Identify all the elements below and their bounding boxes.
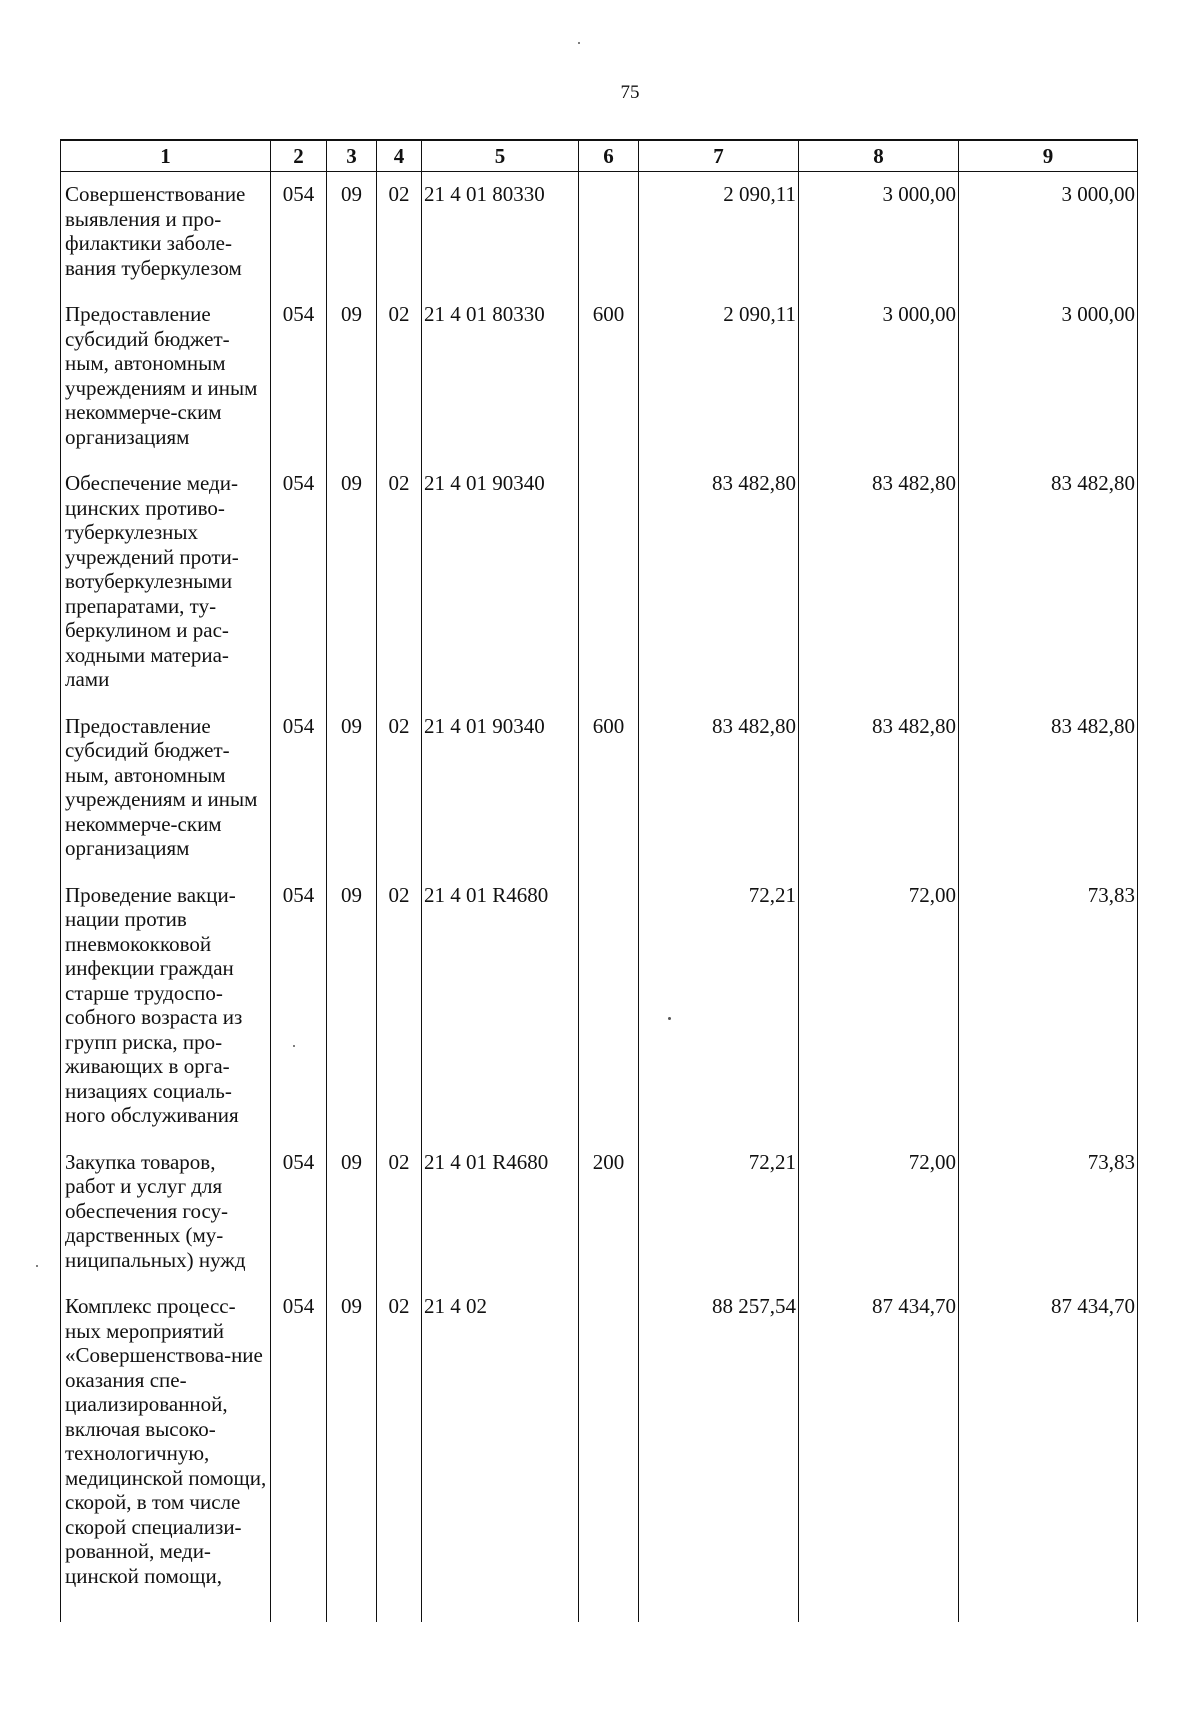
amount-col-7: 83 482,80 <box>639 714 799 883</box>
amount-col-8: 3 000,00 <box>799 302 959 471</box>
expense-type-code <box>579 883 639 1150</box>
section-code: 09 <box>327 883 377 1150</box>
section-code: 09 <box>327 471 377 714</box>
target-article-code: 21 4 01 R4680 <box>422 883 579 1150</box>
expense-type-code: 600 <box>579 302 639 471</box>
header-row <box>61 140 1138 172</box>
amount-col-8: 3 000,00 <box>799 172 959 303</box>
section-code: 09 <box>327 302 377 471</box>
admin-code: 054 <box>271 471 327 714</box>
amount-col-9: 87 434,70 <box>959 1294 1138 1622</box>
header-col-3: 3 <box>327 140 377 172</box>
target-article-code: 21 4 01 R4680 <box>422 1150 579 1295</box>
amount-col-9: 83 482,80 <box>959 714 1138 883</box>
admin-code: 054 <box>271 883 327 1150</box>
page-number: 75 <box>620 82 640 103</box>
target-article-code: 21 4 01 90340 <box>422 471 579 714</box>
target-article-code: 21 4 02 <box>422 1294 579 1622</box>
header-col-1: 1 <box>61 140 271 172</box>
target-article-code: 21 4 01 80330 <box>422 172 579 303</box>
section-code: 09 <box>327 714 377 883</box>
amount-col-8: 83 482,80 <box>799 714 959 883</box>
amount-col-9: 73,83 <box>959 1150 1138 1295</box>
table-row <box>61 883 1138 1150</box>
subsection-code: 02 <box>377 302 422 471</box>
header-col-5: 5 <box>422 140 579 172</box>
target-article-code: 21 4 01 80330 <box>422 302 579 471</box>
table-row <box>61 172 1138 303</box>
amount-col-7: 2 090,11 <box>639 172 799 303</box>
table-row <box>61 714 1138 883</box>
budget-table <box>60 139 1138 1622</box>
header-col-6: 6 <box>579 140 639 172</box>
row-name: Проведение вакци-нации против пневмококковой инфекции граждан старше трудоспо-собного возраста из групп риска, про-живающих в орга-низациях социаль-ного обслуживания <box>61 883 271 1150</box>
amount-col-8: 83 482,80 <box>799 471 959 714</box>
amount-col-7: 72,21 <box>639 1150 799 1295</box>
scan-speck <box>36 1265 38 1267</box>
admin-code: 054 <box>271 1150 327 1295</box>
table-row <box>61 302 1138 471</box>
header-col-2: 2 <box>271 140 327 172</box>
admin-code: 054 <box>271 714 327 883</box>
expense-type-code <box>579 172 639 303</box>
subsection-code: 02 <box>377 714 422 883</box>
table-row <box>61 1150 1138 1295</box>
amount-col-9: 3 000,00 <box>959 172 1138 303</box>
subsection-code: 02 <box>377 883 422 1150</box>
admin-code: 054 <box>271 302 327 471</box>
subsection-code: 02 <box>377 1294 422 1622</box>
amount-col-7: 88 257,54 <box>639 1294 799 1622</box>
table-row <box>61 471 1138 714</box>
amount-col-8: 87 434,70 <box>799 1294 959 1622</box>
amount-col-7: 2 090,11 <box>639 302 799 471</box>
row-name: Комплекс процесс-ных мероприятий «Совершенствова-ние оказания спе-циализированной, включая высоко-технологичную, медицинской помощи, скорой, в том числе скорой специализи-рованной, меди-цинской помощи, <box>61 1294 271 1622</box>
amount-col-9: 73,83 <box>959 883 1138 1150</box>
table-row <box>61 1294 1138 1622</box>
amount-col-8: 72,00 <box>799 1150 959 1295</box>
scan-speck <box>293 1045 295 1047</box>
header-col-8: 8 <box>799 140 959 172</box>
scan-speck <box>578 42 580 44</box>
header-col-9: 9 <box>959 140 1138 172</box>
expense-type-code <box>579 1294 639 1622</box>
row-name: Совершенствование выявления и про-филактики заболе-вания туберкулезом <box>61 172 271 303</box>
section-code: 09 <box>327 1150 377 1295</box>
header-col-7: 7 <box>639 140 799 172</box>
subsection-code: 02 <box>377 172 422 303</box>
admin-code: 054 <box>271 172 327 303</box>
amount-col-7: 83 482,80 <box>639 471 799 714</box>
section-code: 09 <box>327 1294 377 1622</box>
row-name: Закупка товаров, работ и услуг для обеспечения госу-дарственных (му-ниципальных) нужд <box>61 1150 271 1295</box>
row-name: Предоставление субсидий бюджет-ным, автономным учреждениям и иным некоммерче-ским организациям <box>61 302 271 471</box>
header-col-4: 4 <box>377 140 422 172</box>
section-code: 09 <box>327 172 377 303</box>
subsection-code: 02 <box>377 471 422 714</box>
target-article-code: 21 4 01 90340 <box>422 714 579 883</box>
expense-type-code: 600 <box>579 714 639 883</box>
scan-speck <box>668 1017 671 1020</box>
admin-code: 054 <box>271 1294 327 1622</box>
row-name: Обеспечение меди-цинских противо-туберкулезных учреждений проти-вотуберкулезными препаратами, ту-беркулином и рас-ходными материа-лами <box>61 471 271 714</box>
expense-type-code: 200 <box>579 1150 639 1295</box>
amount-col-9: 3 000,00 <box>959 302 1138 471</box>
amount-col-8: 72,00 <box>799 883 959 1150</box>
subsection-code: 02 <box>377 1150 422 1295</box>
amount-col-9: 83 482,80 <box>959 471 1138 714</box>
row-name: Предоставление субсидий бюджет-ным, автономным учреждениям и иным некоммерче-ским организациям <box>61 714 271 883</box>
expense-type-code <box>579 471 639 714</box>
amount-col-7: 72,21 <box>639 883 799 1150</box>
